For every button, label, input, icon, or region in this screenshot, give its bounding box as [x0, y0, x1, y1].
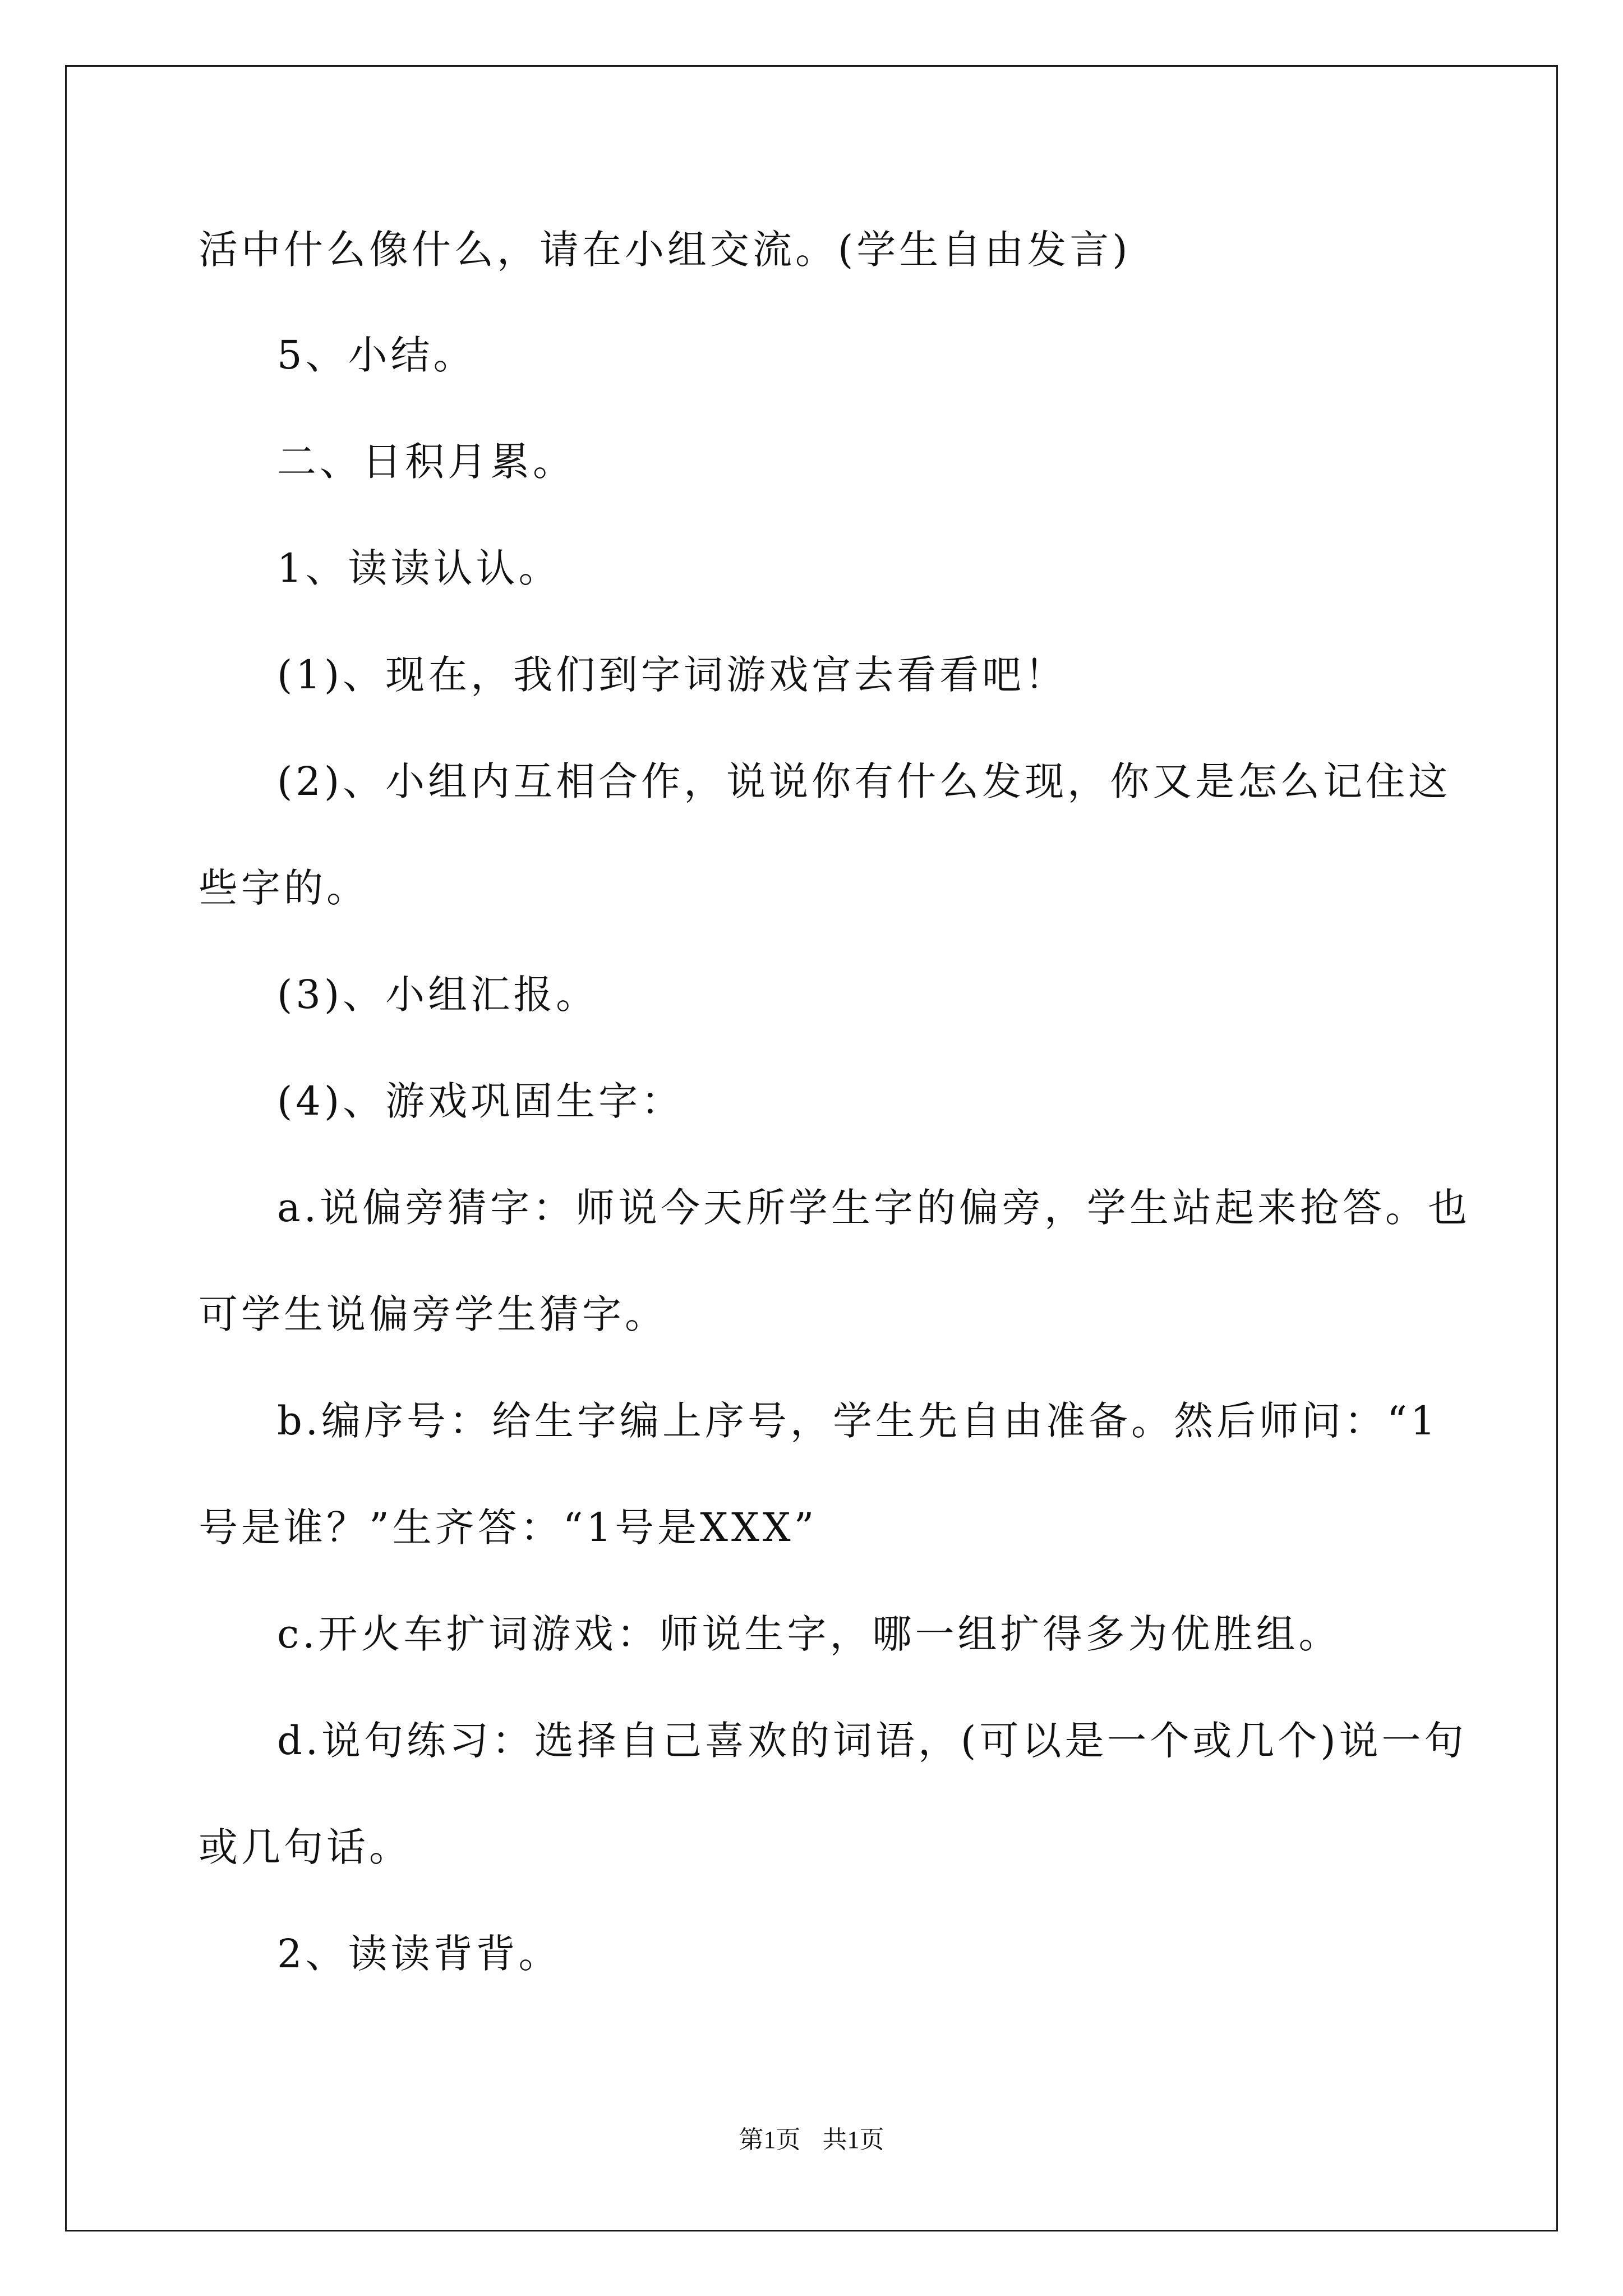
text-line: (4)、游戏巩固生字：: [277, 1078, 684, 1124]
page-number: 第1页: [739, 2126, 801, 2154]
text-line: 些字的。: [199, 865, 369, 911]
page-footer: [0, 2119, 1623, 2155]
text-line: c.开火车扩词游戏：师说生字，哪一组扩得多为优胜组。: [277, 1611, 1341, 1657]
subsection-heading: 1、读读认认。: [277, 545, 561, 591]
text-line: (1)、现在，我们到字词游戏宫去看看吧！: [277, 652, 1068, 698]
page-border: [65, 65, 1558, 2231]
text-line: 号是谁？”生齐答：“1号是XXX”: [199, 1504, 818, 1550]
text-line: (2)、小组内互相合作，说说你有什么发现，你又是怎么记住这: [277, 758, 1451, 804]
text-line: 5、小结。: [277, 332, 476, 378]
subsection-heading: 2、读读背背。: [277, 1931, 561, 1977]
page-total: 共1页: [822, 2126, 884, 2154]
text-line: 可学生说偏旁学生猜字。: [199, 1291, 667, 1337]
text-line: d.说句练习：选择自己喜欢的词语，(可以是一个或几个)说一句: [277, 1718, 1467, 1764]
text-line: 活中什么像什么，请在小组交流。(学生自由发言): [199, 227, 1131, 273]
text-line: (3)、小组汇报。: [277, 972, 599, 1018]
text-line: 或几句话。: [199, 1824, 412, 1870]
section-heading: 二、日积月累。: [277, 439, 575, 485]
text-line: b.编序号：给生字编上序号，学生先自由准备。然后师问：“1: [277, 1398, 1439, 1444]
text-line: a.说偏旁猜字：师说今天所学生字的偏旁，学生站起来抢答。也: [277, 1185, 1470, 1231]
